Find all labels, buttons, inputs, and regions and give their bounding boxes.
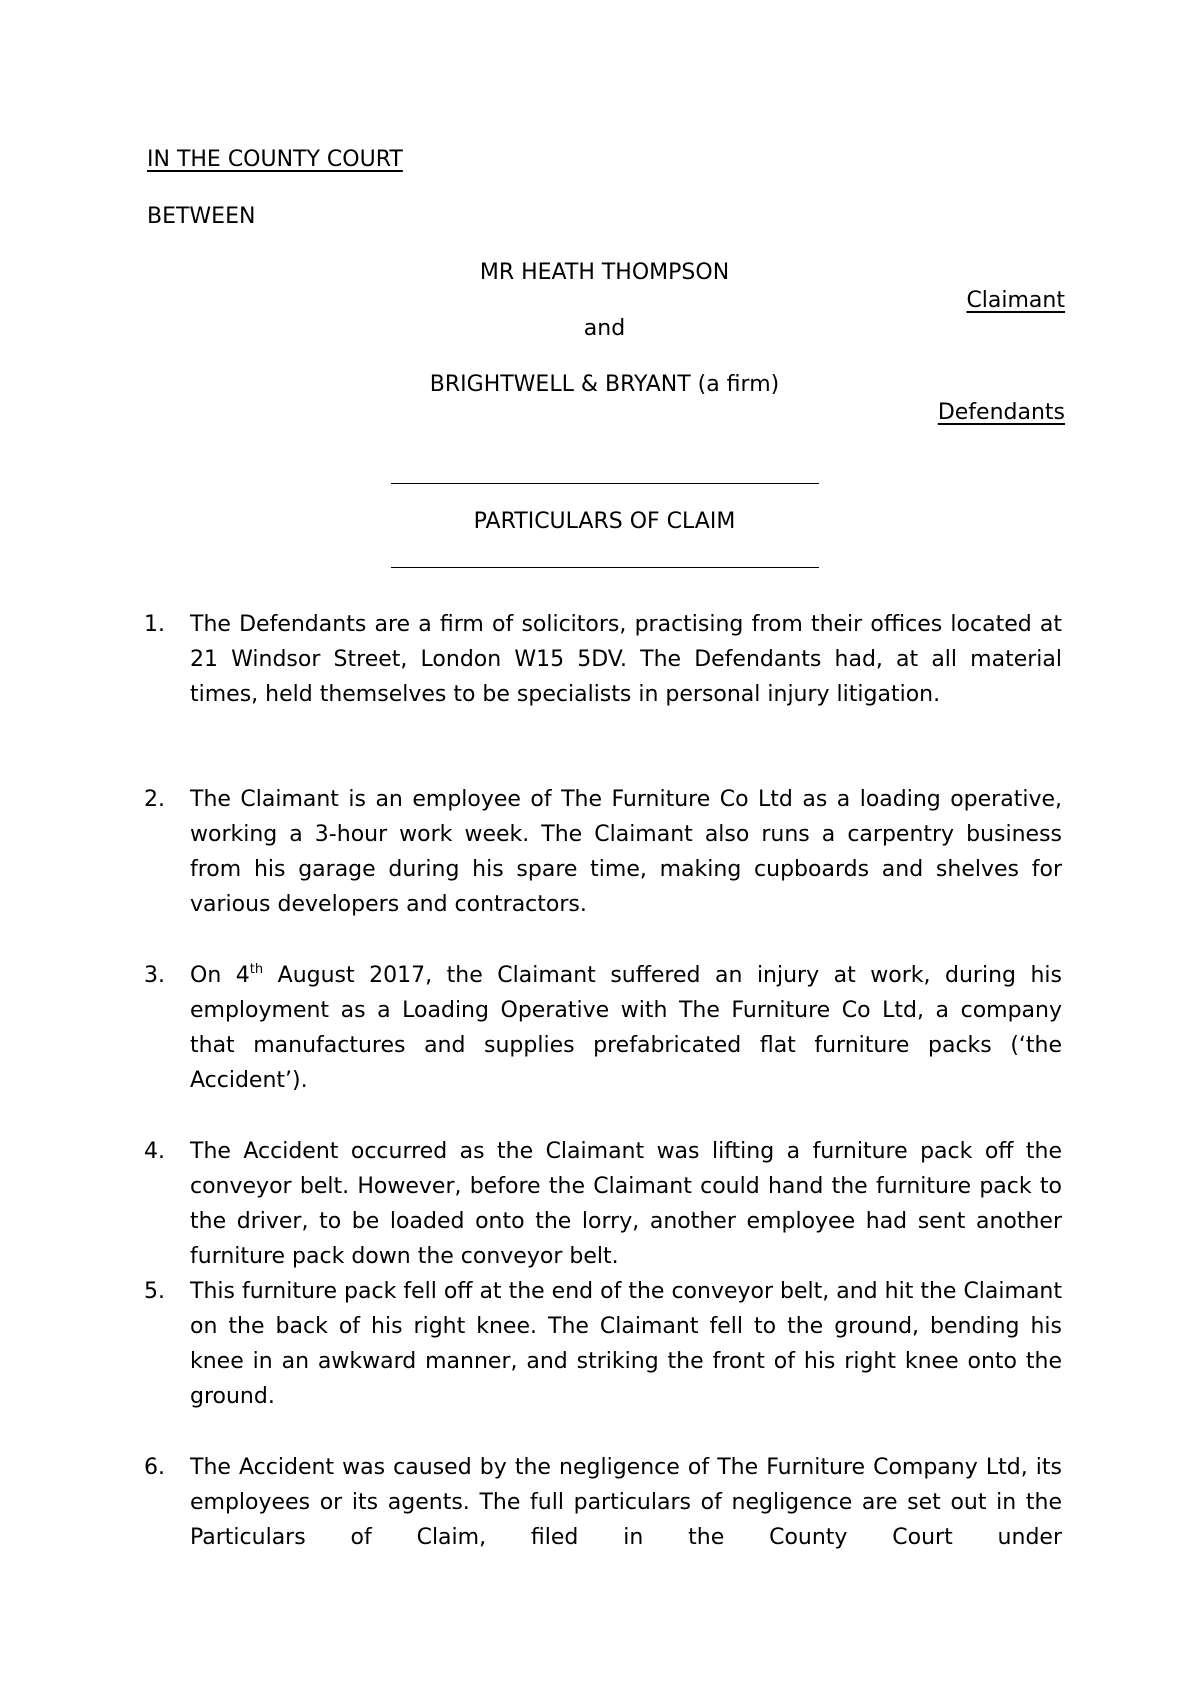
paragraph-2 <box>144 782 1062 922</box>
paragraph-number: 1. <box>144 612 165 637</box>
paragraph-number: 3. <box>144 963 165 988</box>
paragraph-number: 4. <box>144 1139 165 1164</box>
paragraph-text: The Claimant is an employee of The Furniture Co Ltd as a loading operative, working a 3-hour work week. The Claimant also runs a carpentry business from his garage during his spare time, making cupboards and shelves for various developers and contractors. <box>190 787 1062 917</box>
heading-rule-bottom <box>391 567 819 568</box>
paragraph-text <box>190 958 1062 1098</box>
paragraph-6 <box>144 1450 1062 1555</box>
between-label: BETWEEN <box>147 204 256 229</box>
paragraph-number: 5. <box>144 1279 165 1304</box>
defendant-name: BRIGHTWELL & BRYANT (a firm) <box>429 372 780 397</box>
paragraph-4 <box>144 1134 1062 1274</box>
claimant-role: Claimant <box>966 288 1065 313</box>
heading-rule-top <box>391 483 819 484</box>
ordinal-superscript: th <box>249 962 264 977</box>
claimant-name: MR HEATH THOMPSON <box>479 260 730 285</box>
paragraph-text-rest: August 2017, the Claimant suffered an injury at work, during his employment as a Loading Operative with The Furniture Co Ltd, a company that manufactures and supplies prefabricated flat furniture packs (‘the Accident’). <box>190 963 1063 1093</box>
paragraph-text: The Accident was caused by the negligence of The Furniture Company Ltd, its employees or its agents. The full particulars of negligence are set out in the Particulars of Claim, filed in the County Court under <box>190 1455 1062 1550</box>
and-separator: and <box>583 316 626 341</box>
paragraph-text-start: On 4 <box>190 963 250 988</box>
document-title: PARTICULARS OF CLAIM <box>473 509 736 534</box>
paragraph-3 <box>144 958 1062 1098</box>
paragraph-1 <box>144 607 1062 712</box>
paragraph-text: The Defendants are a firm of solicitors, practising from their offices located at 21 Windsor Street, London W15 5DV. The Defendants had, at all material times, held themselves to be specialists in personal injury litigation. <box>190 612 1062 707</box>
paragraph-text: The Accident occurred as the Claimant was lifting a furniture pack off the conveyor belt. However, before the Claimant could hand the furniture pack to the driver, to be loaded onto the lorry, another employee had sent another furniture pack down the conveyor belt. <box>190 1139 1062 1269</box>
paragraph-number: 6. <box>144 1455 165 1480</box>
defendant-role: Defendants <box>937 400 1065 425</box>
paragraph-number: 2. <box>144 787 165 812</box>
court-title: IN THE COUNTY COURT <box>147 147 403 172</box>
paragraph-5 <box>144 1274 1062 1414</box>
paragraph-text: This furniture pack fell off at the end of the conveyor belt, and hit the Claimant on the back of his right knee. The Claimant fell to the ground, bending his knee in an awkward manner, and striking the front of his right knee onto the ground. <box>190 1279 1062 1409</box>
